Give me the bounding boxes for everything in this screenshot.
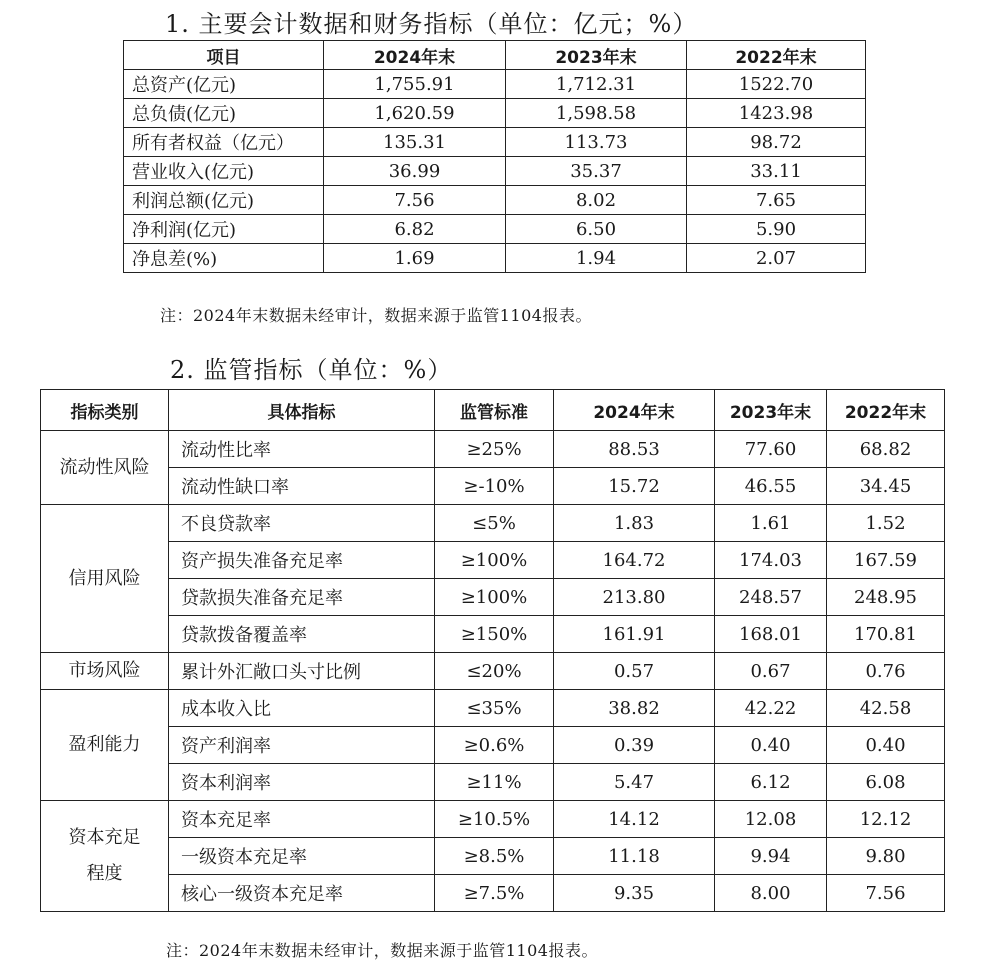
value-2023: 6.50 [506, 215, 687, 244]
table-row [124, 244, 866, 273]
table-row [124, 99, 866, 128]
value-2022: 42.58 [827, 690, 945, 727]
value-2023: 1,598.58 [506, 99, 687, 128]
value-2022: 167.59 [827, 542, 945, 579]
value-2024: 1,755.91 [324, 70, 506, 99]
table-row [41, 727, 945, 764]
regulatory-standard: ≥150% [435, 616, 554, 653]
regulatory-standard: ≥0.6% [435, 727, 554, 764]
col-header-2023: 2023年末 [506, 41, 687, 70]
row-label: 所有者权益（亿元） [124, 128, 324, 157]
category-capital-line1: 资本充足 [68, 827, 141, 848]
regulatory-standard: ≤35% [435, 690, 554, 727]
value-2024: 11.18 [554, 838, 715, 875]
category-profitability: 盈利能力 [41, 690, 169, 801]
indicator-name: 流动性缺口率 [169, 468, 435, 505]
value-2023: 168.01 [715, 616, 827, 653]
table-row [41, 838, 945, 875]
regulatory-standard: ≥-10% [435, 468, 554, 505]
value-2023: 174.03 [715, 542, 827, 579]
value-2022: 170.81 [827, 616, 945, 653]
indicator-name: 不良贷款率 [169, 505, 435, 542]
value-2024: 5.47 [554, 764, 715, 801]
col-header-indicator: 具体指标 [169, 390, 435, 431]
category-capital-adequacy [41, 801, 169, 912]
value-2024: 1.69 [324, 244, 506, 273]
table-row [41, 505, 945, 542]
table-row [41, 653, 945, 690]
table-row [41, 875, 945, 912]
value-2024: 14.12 [554, 801, 715, 838]
table-row [124, 128, 866, 157]
indicator-name: 贷款损失准备充足率 [169, 579, 435, 616]
row-label: 净利润(亿元) [124, 215, 324, 244]
financial-data-table [123, 40, 866, 273]
table-row [41, 764, 945, 801]
value-2022: 9.80 [827, 838, 945, 875]
value-2024: 38.82 [554, 690, 715, 727]
row-label: 营业收入(亿元) [124, 157, 324, 186]
indicator-name: 成本收入比 [169, 690, 435, 727]
section1-note: 注：2024年末数据未经审计，数据来源于监管1104报表。 [160, 306, 592, 325]
regulatory-standard: ≥10.5% [435, 801, 554, 838]
value-2024: 88.53 [554, 431, 715, 468]
table-header-row [41, 390, 945, 431]
value-2022: 1423.98 [687, 99, 866, 128]
value-2023: 1,712.31 [506, 70, 687, 99]
category-market: 市场风险 [41, 653, 169, 690]
table-row [124, 157, 866, 186]
value-2023: 35.37 [506, 157, 687, 186]
row-label: 净息差(%) [124, 244, 324, 273]
table-row [41, 690, 945, 727]
row-label: 利润总额(亿元) [124, 186, 324, 215]
indicator-name: 资本利润率 [169, 764, 435, 801]
value-2023: 8.02 [506, 186, 687, 215]
regulatory-standard: ≥8.5% [435, 838, 554, 875]
indicator-name: 贷款拨备覆盖率 [169, 616, 435, 653]
regulatory-standard: ≥25% [435, 431, 554, 468]
value-2024: 164.72 [554, 542, 715, 579]
value-2023: 77.60 [715, 431, 827, 468]
table-row [124, 215, 866, 244]
table-row [124, 70, 866, 99]
value-2024: 1,620.59 [324, 99, 506, 128]
indicator-name: 流动性比率 [169, 431, 435, 468]
value-2024: 15.72 [554, 468, 715, 505]
value-2023: 46.55 [715, 468, 827, 505]
value-2023: 9.94 [715, 838, 827, 875]
value-2024: 9.35 [554, 875, 715, 912]
table-row [124, 186, 866, 215]
category-capital-line2: 程度 [86, 863, 123, 884]
value-2024: 135.31 [324, 128, 506, 157]
table-row [41, 468, 945, 505]
value-2023: 42.22 [715, 690, 827, 727]
col-header-2023: 2023年末 [715, 390, 827, 431]
col-header-2024: 2024年末 [324, 41, 506, 70]
row-label: 总负债(亿元) [124, 99, 324, 128]
category-liquidity: 流动性风险 [41, 431, 169, 505]
table-row [41, 431, 945, 468]
table-header-row [124, 41, 866, 70]
table-row [41, 579, 945, 616]
indicator-name: 资产利润率 [169, 727, 435, 764]
regulatory-standard: ≥100% [435, 542, 554, 579]
section1-title: 1. 主要会计数据和财务指标（单位：亿元；%） [165, 10, 698, 38]
regulatory-standard: ≤5% [435, 505, 554, 542]
value-2022: 68.82 [827, 431, 945, 468]
value-2022: 33.11 [687, 157, 866, 186]
section2-title: 2. 监管指标（单位：%） [170, 356, 453, 384]
value-2023: 248.57 [715, 579, 827, 616]
value-2022: 0.76 [827, 653, 945, 690]
value-2022: 12.12 [827, 801, 945, 838]
col-header-2022: 2022年末 [687, 41, 866, 70]
value-2023: 0.40 [715, 727, 827, 764]
value-2023: 1.61 [715, 505, 827, 542]
col-header-2024: 2024年末 [554, 390, 715, 431]
value-2023: 1.94 [506, 244, 687, 273]
table-row [41, 542, 945, 579]
value-2024: 36.99 [324, 157, 506, 186]
value-2022: 6.08 [827, 764, 945, 801]
regulatory-standard: ≥7.5% [435, 875, 554, 912]
indicator-name: 核心一级资本充足率 [169, 875, 435, 912]
value-2024: 7.56 [324, 186, 506, 215]
value-2024: 161.91 [554, 616, 715, 653]
value-2023: 6.12 [715, 764, 827, 801]
indicator-name: 一级资本充足率 [169, 838, 435, 875]
value-2022: 1.52 [827, 505, 945, 542]
value-2022: 0.40 [827, 727, 945, 764]
value-2024: 0.57 [554, 653, 715, 690]
value-2022: 5.90 [687, 215, 866, 244]
table-row [41, 801, 945, 838]
col-header-item: 项目 [124, 41, 324, 70]
value-2024: 213.80 [554, 579, 715, 616]
value-2024: 1.83 [554, 505, 715, 542]
value-2023: 113.73 [506, 128, 687, 157]
value-2023: 8.00 [715, 875, 827, 912]
regulatory-indicators-table [40, 389, 945, 912]
table-row [41, 616, 945, 653]
value-2023: 0.67 [715, 653, 827, 690]
value-2023: 12.08 [715, 801, 827, 838]
row-label: 总资产(亿元) [124, 70, 324, 99]
value-2022: 7.56 [827, 875, 945, 912]
regulatory-standard: ≤20% [435, 653, 554, 690]
section2-note: 注：2024年末数据未经审计，数据来源于监管1104报表。 [166, 941, 598, 960]
indicator-name: 累计外汇敞口头寸比例 [169, 653, 435, 690]
value-2024: 6.82 [324, 215, 506, 244]
indicator-name: 资本充足率 [169, 801, 435, 838]
value-2022: 34.45 [827, 468, 945, 505]
col-header-category: 指标类别 [41, 390, 169, 431]
value-2022: 248.95 [827, 579, 945, 616]
value-2022: 7.65 [687, 186, 866, 215]
value-2024: 0.39 [554, 727, 715, 764]
regulatory-standard: ≥100% [435, 579, 554, 616]
col-header-standard: 监管标准 [435, 390, 554, 431]
value-2022: 98.72 [687, 128, 866, 157]
indicator-name: 资产损失准备充足率 [169, 542, 435, 579]
regulatory-standard: ≥11% [435, 764, 554, 801]
category-credit: 信用风险 [41, 505, 169, 653]
col-header-2022: 2022年末 [827, 390, 945, 431]
value-2022: 2.07 [687, 244, 866, 273]
value-2022: 1522.70 [687, 70, 866, 99]
